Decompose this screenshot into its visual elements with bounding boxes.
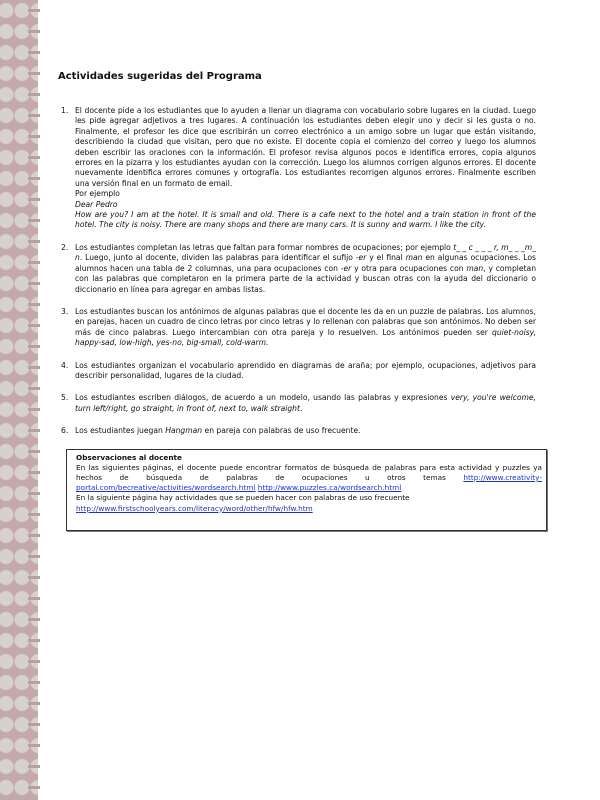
antonym-examples: quiet-noisy, happy-sad, low-high, yes-no, big-small, cold-warm.	[75, 327, 536, 348]
expressions: very, you're welcome, turn left/right, go straight, in front of, next to, walk straight	[75, 393, 536, 413]
item-text: en algunas ocupaciones. Los alumnos hacen una tabla de 2 columnas, una para ocupaciones con	[75, 253, 536, 273]
item-text: .	[299, 403, 303, 413]
activity-item-5	[58, 393, 536, 414]
item-number: 5.	[61, 393, 69, 403]
example-body: How are you? I am at the hotel. It is small and old. There is a cafe next to the hotel and a train station in front of the hotel. The city is noisy. There are many shops and there are many cars. It is sunny and warm. I like the city.	[75, 210, 536, 230]
activities-list	[58, 106, 536, 437]
example-label: Por ejemplo	[75, 189, 120, 199]
word-man: man	[405, 253, 423, 263]
item-text: y el final	[366, 253, 406, 263]
observations-text: En la siguiente página hay actividades que se pueden hacer con palabras de uso frecuente	[76, 493, 410, 503]
page-title: Actividades sugeridas del Programa	[58, 71, 262, 82]
observations-text: En las siguientes páginas, el docente puede encontrar formatos de búsqueda de palabras para esta actividad y puzzles ya hechos de búsqueda de palabras de ocupaciones u otros temas	[76, 462, 542, 482]
suffix-er: -er	[340, 263, 352, 273]
activity-item-3	[58, 307, 536, 349]
game-name: Hangman	[165, 426, 203, 436]
item-number: 3.	[61, 306, 69, 316]
word-man: man	[466, 263, 484, 273]
observations-title: Observaciones al docente	[76, 452, 182, 462]
item-number: 6.	[61, 426, 69, 436]
item-text: . Luego, junto al docente, dividen las palabras para identificar el sufijo	[79, 253, 356, 263]
suffix-er: -er	[355, 253, 367, 263]
link-puzzles[interactable]: http://www.puzzles.ca/wordsearch.html	[257, 483, 402, 493]
item-text: , y completan con las palabras que completaron en la primera parte de la actividad y buscan otras con la ayuda del diccionario o diccionario en línea para agregar en ambas listas.	[75, 263, 537, 294]
item-number: 4.	[61, 360, 69, 370]
document-page	[58, 70, 542, 531]
item-text: Los estudiantes juegan	[75, 426, 166, 436]
activity-item-1	[58, 106, 536, 231]
link-creativity-portal[interactable]: http://www.creativity-portal.com/becreative/activities/wordsearch.html	[76, 472, 542, 493]
item-text: Los estudiantes escriben diálogos, de acuerdo a un modelo, usando las palabras y expresiones	[75, 393, 451, 403]
item-text: y otra para ocupaciones con	[351, 263, 467, 273]
observations-paragraph-1	[76, 463, 542, 494]
example-words: t_ _ c _ _ _ r, m_ _ _m_ n	[75, 242, 536, 263]
teacher-observations-box	[66, 449, 547, 531]
example-greeting: Dear Pedro	[75, 199, 118, 209]
item-number: 2.	[61, 242, 69, 252]
item-text: en pareja con palabras de uso frecuente.	[202, 426, 361, 436]
activity-item-6	[58, 426, 536, 436]
item-text: El docente pide a los estudiantes que lo ayuden a llenar un diagrama con vocabulario sobre lugares en la ciudad. Luego les pide agregar adjetivos a tres lugares. A continuación los estudiantes deben elegir uno y decir si les gusta o no. Finalmente, el profesor les dice que escribirán un correo electrónico a un amigo sobre un lugar que están visitando, describiendo la ciudad que visitan, pero que no existe. El docente copia el comienzo del correo y luego los alumnos deben escribir las oraciones con la información. El profesor revisa algunos pocos e identifica errores, copia algunos errores en la pizarra y los estudiantes ayudan con la corrección. Luego los alumnos corrigen algunos errores. El docente nuevamente identifica errores comunes y ortografía. Los estudiantes recorrigen algunos errores. Finalmente escriben una versión final en un formato de email.	[75, 106, 536, 188]
decorative-border-ticks	[28, 0, 40, 800]
observations-paragraph-2	[76, 493, 542, 513]
activity-item-2	[58, 243, 536, 295]
item-text: Los estudiantes buscan los antónimos de algunas palabras que el docente les da en un puzzle de palabras. Los alumnos, en parejas, hacen un cuadro de cinco letras por cinco letras y lo rellenan con palabras que son antónimos. No deben ser más de cinco palabras. Luego intercambian con otra pareja y lo resuelven. Los antónimos pueden ser	[75, 306, 536, 337]
item-text: Los estudiantes completan las letras que faltan para formar nombres de ocupaciones; por ejemplo	[75, 242, 454, 252]
item-number: 1.	[61, 106, 69, 115]
link-firstschoolyears[interactable]: http://www.firstschoolyears.com/literacy/word/other/hfw/hfw.htm	[76, 503, 313, 513]
activity-item-4	[58, 361, 536, 382]
item-text: Los estudiantes organizan el vocabulario aprendido en diagramas de araña; por ejemplo, ocupaciones, adjetivos para describir personalidad, lugares de la ciudad.	[75, 360, 536, 380]
